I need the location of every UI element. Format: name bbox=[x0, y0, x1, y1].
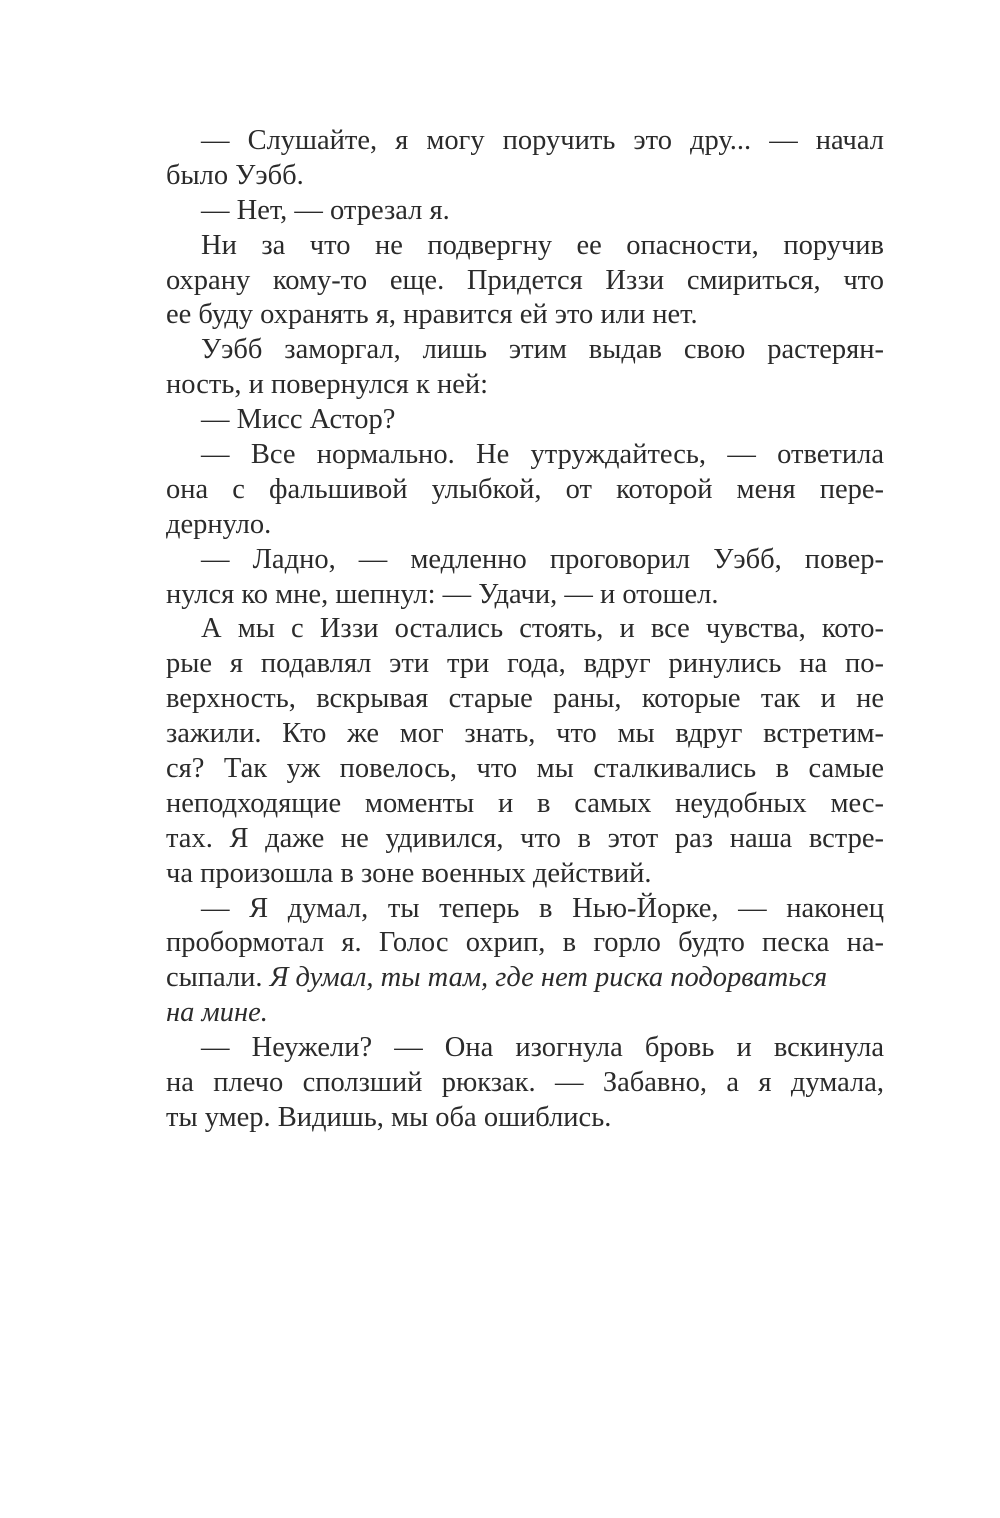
text-segment: сыпали. bbox=[166, 962, 270, 994]
text-line: — Нет, — отрезал я. bbox=[201, 194, 450, 226]
text-line: Ни за что не подвергну ее опасности, поручив bbox=[201, 229, 884, 261]
text-line: А мы с Иззи остались стоять, и все чувства, кото- bbox=[201, 613, 884, 645]
text-line: рые я подавлял эти три года, вдруг ринулись на по- bbox=[166, 648, 884, 680]
text-line: — Ладно, — медленно проговорил Уэбб, повер- bbox=[201, 543, 884, 575]
text-line: неподходящие моменты и в самых неудобных мес- bbox=[166, 787, 884, 819]
text-line: ты умер. Видишь, мы оба ошиблись. bbox=[166, 1101, 612, 1133]
text-line: ча произошла в зоне военных действий. bbox=[166, 857, 652, 889]
italic-thought-line: на мине. bbox=[166, 997, 268, 1029]
text-line: — Я думал, ты теперь в Нью-Йорке, — наконец bbox=[201, 892, 884, 924]
text-line: — Мисс Астор? bbox=[201, 404, 396, 436]
text-line: ее буду охранять я, нравится ей это или нет. bbox=[166, 299, 698, 331]
text-line: Уэбб заморгал, лишь этим выдав свою растерян- bbox=[201, 334, 884, 366]
text-line: тах. Я даже не удивился, что в этот раз наша встре- bbox=[166, 822, 884, 854]
text-line: ся? Так уж повелось, что мы сталкивались в самые bbox=[166, 753, 884, 785]
text-line: зажили. Кто же мог знать, что мы вдруг встретим- bbox=[166, 718, 884, 750]
text-line: нулся ко мне, шепнул: — Удачи, — и отошел. bbox=[166, 578, 719, 610]
text-line: дернуло. bbox=[166, 508, 272, 540]
text-line: — Слушайте, я могу поручить это дру... — начал bbox=[201, 125, 884, 156]
text-line: ность, и повернулся к ней: bbox=[166, 369, 489, 401]
text-line: охрану кому-то еще. Придется Иззи смириться, что bbox=[166, 264, 884, 296]
italic-thought: Я думал, ты там, где нет риска подорваться bbox=[269, 962, 828, 994]
text-line: верхность, вскрывая старые раны, которые так и не bbox=[166, 683, 884, 715]
text-line: — Неужели? — Она изогнула бровь и вскинула bbox=[201, 1032, 884, 1064]
text-line: она с фальшивой улыбкой, от которой меня пере- bbox=[166, 473, 884, 505]
text-line: на плечо сползший рюкзак. — Забавно, а я думала, bbox=[166, 1067, 884, 1099]
text-line: — Все нормально. Не утруждайтесь, — ответила bbox=[201, 439, 884, 471]
text-line-mixed bbox=[166, 961, 884, 996]
text-line: пробормотал я. Голос охрип, в горло будто песка на- bbox=[166, 927, 884, 959]
text-line: было Уэбб. bbox=[166, 159, 304, 191]
page-text bbox=[166, 124, 884, 1136]
